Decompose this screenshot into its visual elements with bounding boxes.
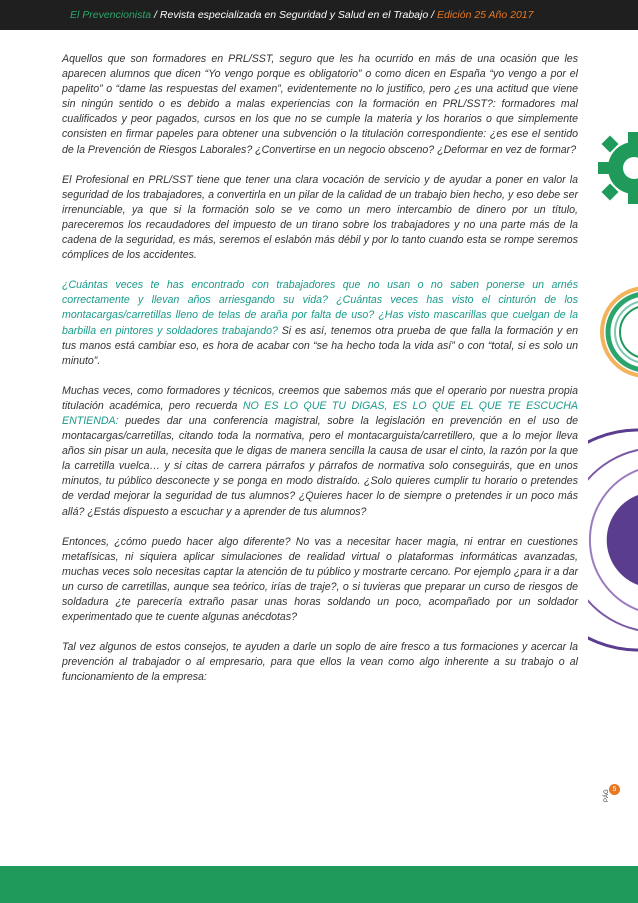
highlighted-motto: NO ES LO QUE TU DIGAS, ES LO QUE EL QUE TE ESCUCHA ENTIENDA: — [62, 399, 578, 427]
paragraph: Aquellos que son formadores en PRL/SST, seguro que les ha ocurrido en más de una ocasión que les aparecen alumnos que dicen “Yo vengo porque es obligatorio” o como dicen en España “yo vengo a por el papelito” o “dame las respuestas del examen”, evidentemente no lo justifico, pero ¿es una actitud que viene sin ningún sentido o es debido a malas experiencias con la formación en PRL/SST?: formadores mal cualificados y peor pagados, cursos en los que no se cumple la materia y los horarios o que simplemente consisten en firmar papeles para obtener una subvención o la titulación correspondiente: ¿es ese el sentido de la Prevención de Riesgos Laborales? ¿Convertirse en un negocio obsceno? ¿Deformar en vez de formar? — [62, 53, 578, 156]
magazine-subtitle: Revista especializada en Seguridad y Salud en el Trabajo — [159, 9, 429, 21]
circle-ring-decoration — [596, 282, 638, 382]
page-header — [0, 0, 638, 30]
page-number-badge: 5 — [609, 784, 620, 795]
gear-icon — [594, 128, 638, 208]
magazine-name: El Prevencionista — [70, 9, 152, 21]
page-label: PÁG — [604, 789, 610, 802]
paragraph-text: puedes dar una conferencia magistral, sobre la legislación en prevención en el uso de montacargas/carretillas, citando toda la normativa, pero el montacarguista/carretillero, que a lo mejor lleva años sin pisar un aula, necesita que le digas de manera sencilla la causa de usar el cinto, la razón por la que la carretilla vuelca… y si citas de carrera párrafos y párrafos de normativa solo conseguirás, que en unos minutos, tu público desconecte y se ponga en modo distraído. ¿Solo quieres cumplir tu horario o pretendes de verdad mejorar la seguridad de tus alumnos? ¿Quieres hacer lo de siempre o pretendes ir un poco más allá? ¿Estás dispuesto a escuchar y a aprender de tus alumnos? — [62, 414, 578, 518]
paragraph-text: Si es así, tenemos otra prueba de que falla la formación y en tus manos está cambiar eso, es hora de acabar con “se ha hecho toda la vida así” o con “total, si es solo un minuto”. — [62, 324, 578, 367]
paragraph — [62, 384, 578, 520]
paragraph-text: Muchas veces, como formadores y técnicos, creemos que sabemos más que el operario por nuestra propia titulación académica, pero recuerda — [62, 384, 578, 412]
article-body — [62, 52, 578, 700]
header-separator: / — [428, 9, 437, 21]
paragraph: Entonces, ¿cómo puedo hacer algo diferente? No vas a necesitar hacer magia, ni entrar en cuestiones metafísicas, ni siquiera aplicar simulaciones de realidad virtual o plataformas informáticas avanzadas, muchas veces solo necesitas captar la atención de tu público y mostrarte cercano. Por ejemplo ¿para ir a dar un curso de carretillas, aunque sea teórico, irías de traje?, o si tuvieras que preparar un curso de riesgos de soldadura ¿te parecería extraño pasar unas horas soldando un poco, acompañado por un soldador experimentado que te cuente algunas anécdotas? — [62, 535, 578, 624]
page-footer-bar — [0, 866, 638, 903]
paragraph: El Profesional en PRL/SST tiene que tener una clara vocación de servicio y de ayudar a poner en valor la seguridad de los trabajadores, a convertirla en un pilar de la calidad de un trabajo bien hecho, y eso debe ser irrenunciable, ya que si la formación solo se ve como un mero intercambio de dinero por un título, pareceremos los recaudadores del impuesto de un tirano sobre los trabajadores y no una parte más de la cadena de la seguridad, es más, seremos el eslabón más débil y por lo tanto cuando esta se rompe seremos cómplices de los accidentes. — [62, 173, 578, 262]
header-separator: / — [151, 9, 160, 21]
paragraph: Tal vez algunos de estos consejos, te ayuden a darle un soplo de aire fresco a tus formaciones y acercar la prevención al trabajador o al empresario, para que ellos la vean como algo inherente a su trabajo o al funcionamiento de la empresa: — [62, 641, 578, 684]
purple-arc-decoration — [588, 420, 638, 660]
highlighted-questions: ¿Cuántas veces te has encontrado con trabajadores que no usan o no saben ponerse un arnés correctamente y llevan años arriesgando su vida? ¿Cuántas veces has visto el cinturón de los montacargas/carretillas lleno de telas de araña por falta de uso? ¿Has visto mascarillas que cuelgan de la barbilla en pintores y soldadores trabajando? — [62, 279, 578, 337]
paragraph — [62, 278, 578, 369]
edition-label: Edición 25 Año 2017 — [436, 9, 534, 21]
